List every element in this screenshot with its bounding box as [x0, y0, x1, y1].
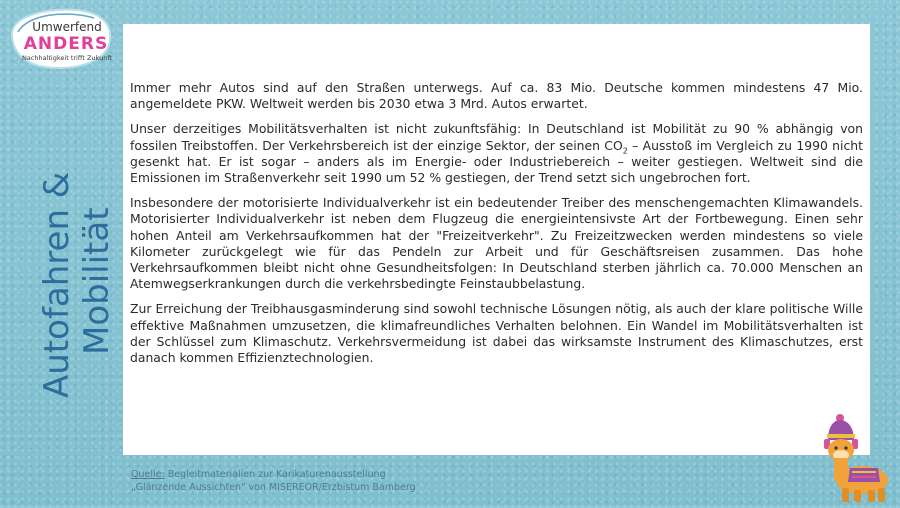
paragraph-2-part-b: – Ausstoß im Vergleich zu 1990 nicht gesenkt hat. Er ist sogar – anders als im Energie- oder Industriebereich – weiter gestiegen. Weltweit sind die Emissionen im Straßenverkehr seit 1990 um 52 % gestiegen, der Trend setzt sich ungebrochen fort.: [130, 137, 863, 186]
umwerfend-anders-logo: [6, 6, 114, 72]
source-text-1: Begleitmaterialien zur Karikaturenausstellung: [164, 469, 386, 480]
source-line-1: [131, 468, 491, 481]
body-text: [130, 80, 863, 375]
source-text-2: „Glänzende Aussichten" von MISEREOR/Erzbistum Bamberg: [131, 482, 416, 493]
paragraph-3: Insbesondere der motorisierte Individualverkehr ist ein bedeutender Treiber des menschengemachten Klimawandels. Motorisierter Individualverkehr ist neben dem Flugzeug die energieintensivste Art der Fortbewegung. Einen sehr hohen Anteil am Verkehrsaufkommen hat der "Freizeitverkehr". Zu Freizeitzwecken werden mindestens so viele Kilometer zurückgelegt wie für das Pendeln zur Arbeit und für Geschäftsreisen zusammen. Das hohe Verkehrsaufkommen bleibt nicht ohne Gesundheitsfolgen: In Deutschland sterben jährlich ca. 70.000 Menschen an Atemwegserkrankungen durch die verkehrsbedingte Feinstaubbelastung.: [130, 195, 863, 292]
logo-tagline: Nachhaltigkeit trifft Zukunft: [21, 54, 113, 62]
paragraph-1: Immer mehr Autos sind auf den Straßen unterwegs. Auf ca. 83 Mio. Deutsche kommen mindestens 47 Mio. angemeldete PKW. Weltweit werden bis 2030 etwa 3 Mrd. Autos erwartet.: [130, 80, 863, 112]
side-title-line1: Autofahren &: [37, 171, 77, 398]
llama-mascot: [818, 412, 892, 504]
source-note: [131, 468, 491, 494]
co2-subscript: 2: [622, 146, 628, 156]
paragraph-4: Zur Erreichung der Treibhausgasminderung sind sowohl technische Lösungen nötig, als auch der klare politische Wille effektive Maßnahmen umzusetzen, die klimafreundliches Verhalten belohnen. Ein Wandel im Mobilitätsverhalten ist der Schlüssel zum Klimaschutz. Verkehrsvermeidung ist dabei das wirksamste Instrument des Klimaschutzes, erst danach kommen Effizienztechnologien.: [130, 301, 863, 366]
logo-title: Umwerfend: [32, 20, 102, 34]
logo-name: ANDERS: [23, 34, 109, 54]
side-title-line2: Mobilität: [77, 207, 114, 355]
source-label: Quelle:: [131, 469, 165, 480]
side-title: [30, 150, 114, 400]
llama-mascot-icon: [818, 412, 892, 504]
paragraph-2-part-a: Unser derzeitiges Mobilitätsverhalten ist nicht zukunftsfähig: In Deutschland ist Mobilität zu 90 % abhängig von fossilen Treibstoffen. Der Verkehrsbereich ist der einzige Sektor, der seinen CO: [130, 121, 863, 153]
content-panel: [123, 24, 870, 455]
paragraph-2: [130, 121, 863, 186]
